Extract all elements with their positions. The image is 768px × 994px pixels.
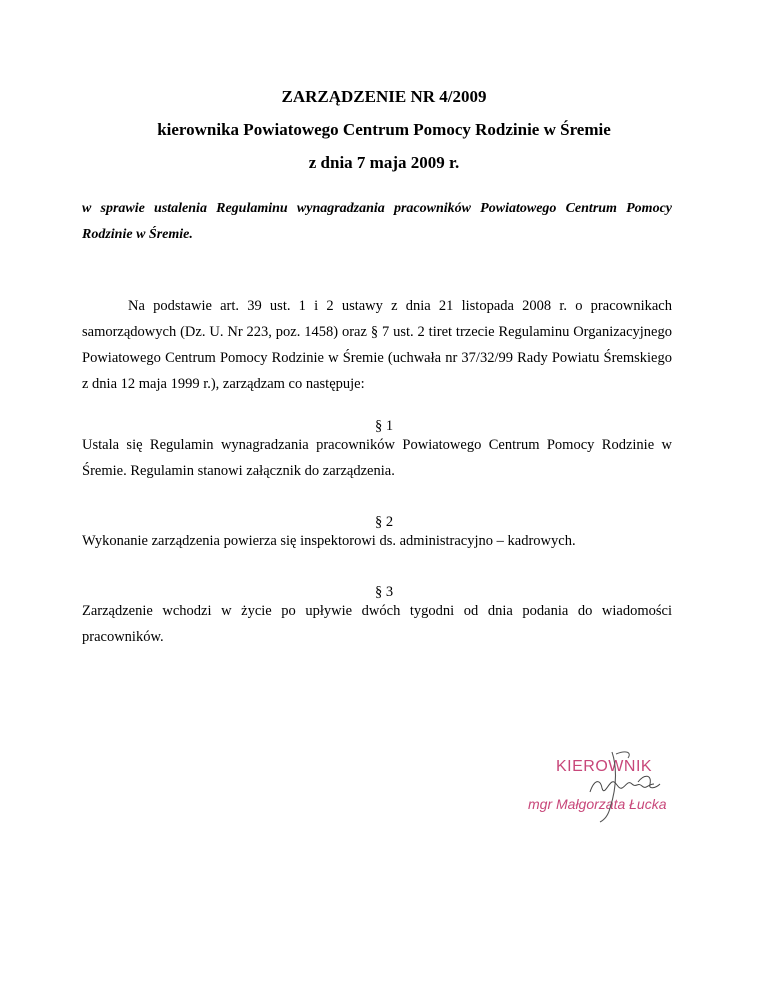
signature-stamp (520, 744, 690, 824)
section-3-mark: § 3 (374, 584, 394, 600)
section-2-mark: § 2 (374, 514, 394, 530)
document-title: ZARZĄDZENIE NR 4/2009 (281, 87, 487, 106)
handwritten-signature (520, 744, 690, 824)
section-2-text: Wykonanie zarządzenia powierza się inspektorowi ds. administracyjno – kadrowych. (82, 533, 576, 549)
document-date: z dnia 7 maja 2009 r. (308, 153, 460, 172)
preamble-paragraph: Na podstawie art. 39 ust. 1 i 2 ustawy z dnia 21 listopada 2008 r. o pracownikach samorządowych (Dz. U. Nr 223, poz. 1458) oraz § 7 ust. 2 tiret trzecie Regulaminu Organizacyjnego Powiatowego Centrum Pomocy Rodzinie w Śremie (uchwała nr 37/32/99 Rady Powiatu Śremskiego z dnia 12 maja 1999 r.), zarządzam co następuje: (82, 298, 672, 392)
document-issuer: kierownika Powiatowego Centrum Pomocy Rodzinie w Śremie (157, 120, 611, 139)
document-subject: w sprawie ustalenia Regulaminu wynagradzania pracowników Powiatowego Centrum Pomocy Rodzinie w Śremie. (82, 201, 672, 242)
section-3-text: Zarządzenie wchodzi w życie po upływie dwóch tygodni od dnia podania do wiadomości pracowników. (82, 603, 672, 645)
section-1-text: Ustala się Regulamin wynagradzania pracowników Powiatowego Centrum Pomocy Rodzinie w Śremie. Regulamin stanowi załącznik do zarządzenia. (82, 437, 672, 479)
stamp-title: KIEROWNIK (556, 758, 653, 775)
stamp-name: mgr Małgorzata Łucka (528, 796, 667, 812)
section-1-mark: § 1 (374, 418, 394, 434)
